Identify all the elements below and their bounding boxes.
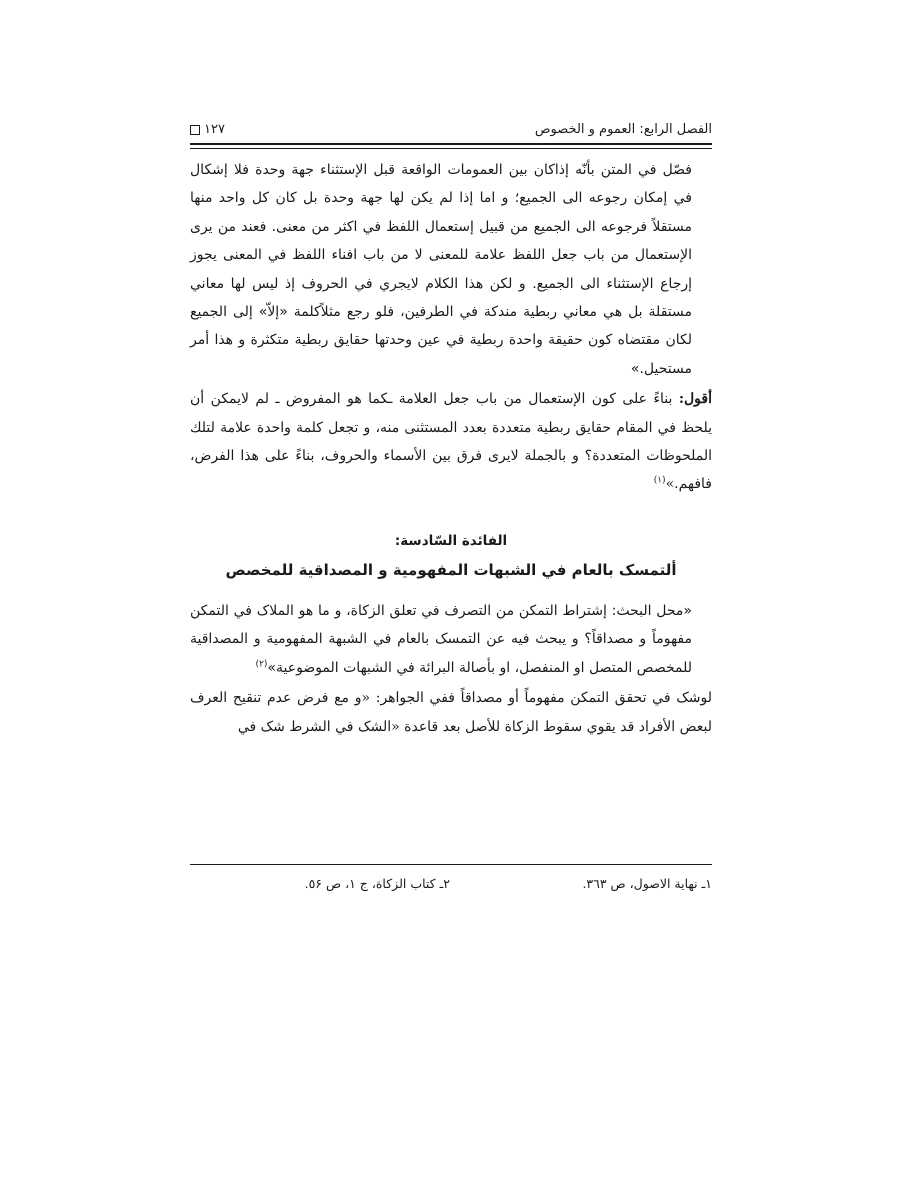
section-kicker: الفائدة السّادسة:	[394, 532, 508, 549]
quoted-passage-2	[190, 597, 712, 682]
footnote-divider	[190, 864, 712, 865]
section-title: ألتمسک بالعام في الشبهات المفهومية و المصداقية للمخصص	[225, 560, 677, 579]
running-header	[190, 116, 712, 146]
header-rule	[190, 143, 712, 145]
footnote-ref-1[interactable]: (١)	[653, 475, 666, 486]
square-ornament-icon	[190, 125, 200, 135]
discussion-paragraph: لوشک في تحقق التمكن مفهوماً أو مصداقاً ففي الجواهر: «و مع فرض عدم تنقيح العرف لبعض الأفراد قد يقوي سقوط الزكاة للأصل بعد قاعدة «الشک في الشرط شک في	[190, 690, 712, 735]
paragraph-lead: أقول:	[678, 391, 712, 408]
page-number	[190, 122, 225, 137]
quote-text: «محل البحث: إشتراط التمكن من التصرف في تعلق الزكاة، و ما هو الملاک في التمكن مفهوماً و مصداقاً؟ و يبحث فيه عن التمسک بالعام في الشبهة المفهومية و المصداقية للمخصص المتصل او المنفصل، او بأصالة البرائة في الشبهات الموضوعية»	[190, 602, 692, 676]
paragraph-text: بناءً على كون الإستعمال من باب جعل العلامة ـكما هو المفروض ـ لم لايمكن أن يلحظ في المقام حقايق ربطية متعددة بعدد المستثنى منه، و تجعل كلمة واحدة علامة لتلك الملحوظات المتعددة؟ و بالجملة لايرى فرق بين الأسماء والحروف، بناءً على هذا الفرض، فافهم.»	[190, 391, 712, 493]
footnote-2: ٢ـ كتاب الزكاة، ج ١، ص ٥۶.	[304, 876, 450, 891]
footnote-ref-2[interactable]: (٢)	[255, 659, 268, 670]
commentary-paragraph	[190, 385, 712, 499]
header-rule-thin	[190, 148, 712, 149]
page-body	[190, 156, 712, 741]
footnote-1: ١ـ نهاية الاصول، ص ٣٦٣.	[582, 876, 712, 891]
chapter-title: الفصل الرابع: العموم و الخصوص	[534, 122, 712, 137]
page-number-text: ١٢٧	[204, 122, 225, 137]
quoted-passage: فصّل في المتن بأنّه إذاكان بين العمومات الواقعة قبل الإستثناء جهة وحدة فلا إشكال في إمكان رجوعه الى الجميع؛ و اما إذا لم يكن لها جهة وحدة بل كان كل واحد منها مستقلاً فرجوعه الى الجميع من قبيل إستعمال اللفظ في اكثر من معنى. فعند من يرى الإستعمال من باب جعل اللفظ علامة للمعنى لا من باب افناء اللفظ في المعنى يجوز إرجاع الإستثناء الى الجميع. و لكن هذا الكلام لايجري في الحروف إذ ليس لها معاني مستقلة بل هي معاني ربطية مندكة في الطرفين، فلو رجع مثلاًكلمة «إلاّ» إلى الجميع لكان مقتضاه كون حقيقة واحدة ربطية في عين وحدتها حقايق ربطية متكثرة و هذا أمر مستحيل.»	[190, 162, 692, 377]
book-page	[190, 108, 712, 891]
